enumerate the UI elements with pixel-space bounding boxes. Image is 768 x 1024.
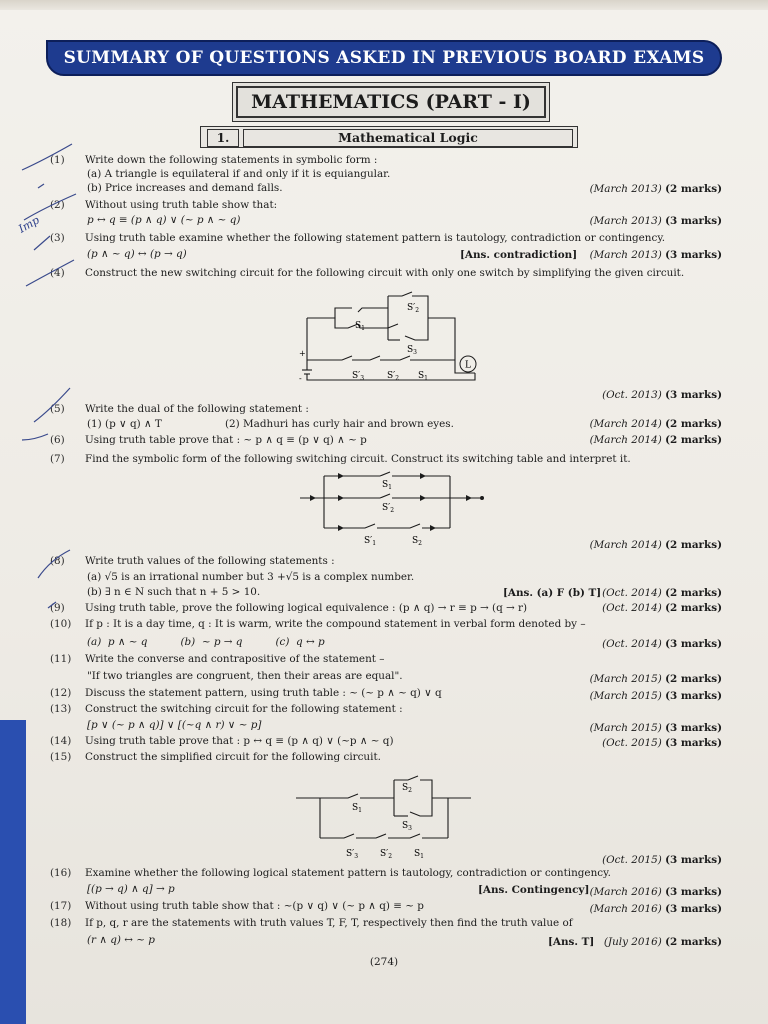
chapter-title: Mathematical Logic — [243, 129, 573, 147]
question-meta: (Oct. 2015) (3 marks) — [602, 854, 722, 866]
svg-text:S′1: $S'_1$ — [364, 536, 377, 547]
question-text: Construct the switching circuit for the following statement : — [85, 703, 403, 715]
question-number: (15) — [50, 751, 72, 763]
svg-text:S1: $S_1$ — [355, 321, 365, 332]
question-text: Using truth table, prove the following logical equivalence : (p ∧ q) → r ≡ p → (q → r) — [85, 602, 528, 614]
question-meta: (Oct. 2015) (3 marks) — [602, 737, 722, 749]
question-formula: (p ∧ ~ q) ↔ (p → q) — [87, 248, 187, 260]
banner-title: SUMMARY OF QUESTIONS ASKED IN PREVIOUS BOARD EXAMS — [63, 48, 705, 68]
question-number: (6) — [50, 434, 65, 446]
question-meta: (Oct. 2014) (2 marks) — [602, 602, 722, 614]
svg-text:S′2: $S'_2$ — [387, 371, 400, 382]
question-number: (3) — [50, 232, 65, 244]
question-text: Construct the new switching circuit for the following circuit with only one switch by simplifying the given circuit. — [85, 267, 685, 279]
question-meta: (July 2016) (2 marks) — [603, 936, 722, 948]
question-number: (2) — [50, 199, 65, 211]
question-formula: (r ∧ q) ↔ ~ p — [87, 934, 155, 946]
switching-circuit-q15 — [296, 770, 476, 862]
question-formula: [(p → q) ∧ q] → p — [87, 883, 175, 895]
answer-label: [Ans. (a) F (b) T] — [503, 587, 602, 599]
chapter-heading — [200, 126, 578, 148]
question-number: (9) — [50, 602, 65, 614]
svg-text:S′2: $S'_2$ — [382, 503, 395, 514]
svg-text:S1: $S_1$ — [414, 849, 424, 860]
svg-text:S′3: $S'_3$ — [352, 371, 365, 382]
question-number: (18) — [50, 917, 72, 929]
question-text: Using truth table prove that : p ↔ q ≡ (p ∧ q) ∨ (~p ∧ ~ q) — [85, 735, 394, 747]
svg-text:S3: $S_3$ — [402, 821, 412, 832]
question-number: (4) — [50, 267, 65, 279]
question-meta: (March 2013) (3 marks) — [589, 215, 722, 227]
question-text: If p : It is a day time, q : It is warm, write the compound statement in verbal form denoted by – — [85, 618, 586, 630]
battery-minus: - — [299, 374, 302, 383]
question-subtext: (b) ∃ n ∈ N such that n + 5 > 10. — [87, 586, 261, 598]
question-meta: (March 2014) (2 marks) — [589, 539, 722, 551]
svg-text:S3: $S_3$ — [407, 345, 417, 356]
question-subtext: (a) p ∧ ~ q (b) ~ p → q (c) q ↔ p — [87, 636, 325, 648]
question-subtext: (a) A triangle is equilateral if and only if it is equiangular. — [87, 168, 391, 180]
question-text: Without using truth table show that: — [85, 199, 278, 211]
question-text: Using truth table prove that : ~ p ∧ q ≡ (p ∨ q) ∧ ~ p — [85, 434, 367, 446]
question-number: (17) — [50, 900, 72, 912]
page-top-edge — [0, 0, 768, 10]
question-meta: (Oct. 2014) (2 marks) — [602, 587, 722, 599]
question-text: Write truth values of the following statements : — [85, 555, 335, 567]
margin-note: Imp — [16, 213, 42, 236]
question-number: (14) — [50, 735, 72, 747]
question-text: Write the dual of the following statement : — [85, 403, 309, 415]
question-number: (12) — [50, 687, 72, 699]
question-subtext: (b) Price increases and demand falls. — [87, 182, 283, 194]
section-banner — [46, 40, 722, 76]
question-text: Discuss the statement pattern, using truth table : ~ (~ p ∧ ~ q) ∨ q — [85, 687, 442, 699]
question-subtext: (2) Madhuri has curly hair and brown eyes. — [225, 418, 454, 430]
question-text: Write the converse and contrapositive of the statement – — [85, 653, 385, 665]
svg-text:S2: $S_2$ — [402, 783, 412, 794]
answer-label: [Ans. contradiction] — [460, 249, 578, 261]
question-text: Examine whether the following logical statement pattern is tautology, contradiction or contingency. — [85, 867, 611, 879]
page-number: (274) — [369, 956, 399, 968]
question-subtext: (a) √5 is an irrational number but 3 +√5 is a complex number. — [87, 571, 415, 583]
question-meta: (March 2015) (2 marks) — [589, 673, 722, 685]
question-meta: (March 2015) (3 marks) — [589, 722, 722, 734]
question-subtext: "If two triangles are congruent, then their areas are equal". — [87, 670, 403, 682]
question-meta: (March 2014) (2 marks) — [589, 418, 722, 430]
question-number: (10) — [50, 618, 72, 630]
chapter-number: 1. — [207, 129, 239, 147]
svg-text:S′3: $S'_3$ — [346, 849, 359, 860]
switching-circuit-q4 — [290, 288, 490, 388]
question-number: (5) — [50, 403, 65, 415]
lamp-label: L — [465, 360, 471, 371]
switching-circuit-q7 — [300, 468, 490, 550]
subject-heading — [232, 82, 550, 122]
question-text: Without using truth table show that : ~(p ∨ q) ∨ (~ p ∧ q) ≡ ~ p — [85, 900, 424, 912]
question-meta: (Oct. 2014) (3 marks) — [602, 638, 722, 650]
handwritten-tick-marks — [14, 140, 84, 940]
question-formula: p ↔ q ≡ (p ∧ q) ∨ (~ p ∧ ~ q) — [87, 214, 241, 226]
question-meta: (March 2016) (3 marks) — [589, 903, 722, 915]
question-number: (11) — [50, 653, 72, 665]
answer-label: [Ans. T] — [548, 936, 595, 948]
question-number: (16) — [50, 867, 72, 879]
question-number: (13) — [50, 703, 72, 715]
answer-label: [Ans. Contingency] — [478, 884, 590, 896]
question-text: Using truth table examine whether the following statement pattern is tautology, contradiction or contingency. — [85, 232, 666, 244]
question-meta: (March 2016) (3 marks) — [589, 886, 722, 898]
question-text: Find the symbolic form of the following switching circuit. Construct its switching table and interpret it. — [85, 453, 631, 465]
question-meta: (Oct. 2013) (3 marks) — [602, 389, 722, 401]
question-meta: (March 2013) (2 marks) — [589, 183, 722, 195]
question-number: (8) — [50, 555, 65, 567]
svg-text:S′2: $S'_2$ — [380, 849, 393, 860]
svg-text:S1: $S_1$ — [382, 480, 392, 491]
svg-text:S1: $S_1$ — [418, 371, 428, 382]
question-number: (7) — [50, 453, 65, 465]
question-formula: [p ∨ (~ p ∧ q)] ∨ [(~q ∧ r) ∨ ~ p] — [87, 719, 262, 731]
subject-title: MATHEMATICS (PART - I) — [251, 91, 531, 113]
svg-text:S2: $S_2$ — [412, 536, 422, 547]
question-number: (1) — [50, 154, 65, 166]
svg-text:S′2: $S'_2$ — [407, 303, 420, 314]
question-text: Construct the simplified circuit for the following circuit. — [85, 751, 381, 763]
question-subtext: (1) (p ∨ q) ∧ T — [87, 418, 162, 430]
question-meta: (March 2013) (3 marks) — [589, 249, 722, 261]
svg-text:S1: $S_1$ — [352, 803, 362, 814]
battery-plus: + — [299, 349, 306, 358]
question-meta: (March 2014) (2 marks) — [589, 434, 722, 446]
question-text: Write down the following statements in symbolic form : — [85, 154, 378, 166]
question-meta: (March 2015) (3 marks) — [589, 690, 722, 702]
question-text: If p, q, r are the statements with truth values T, F, T, respectively then find the truth value of — [85, 917, 573, 929]
